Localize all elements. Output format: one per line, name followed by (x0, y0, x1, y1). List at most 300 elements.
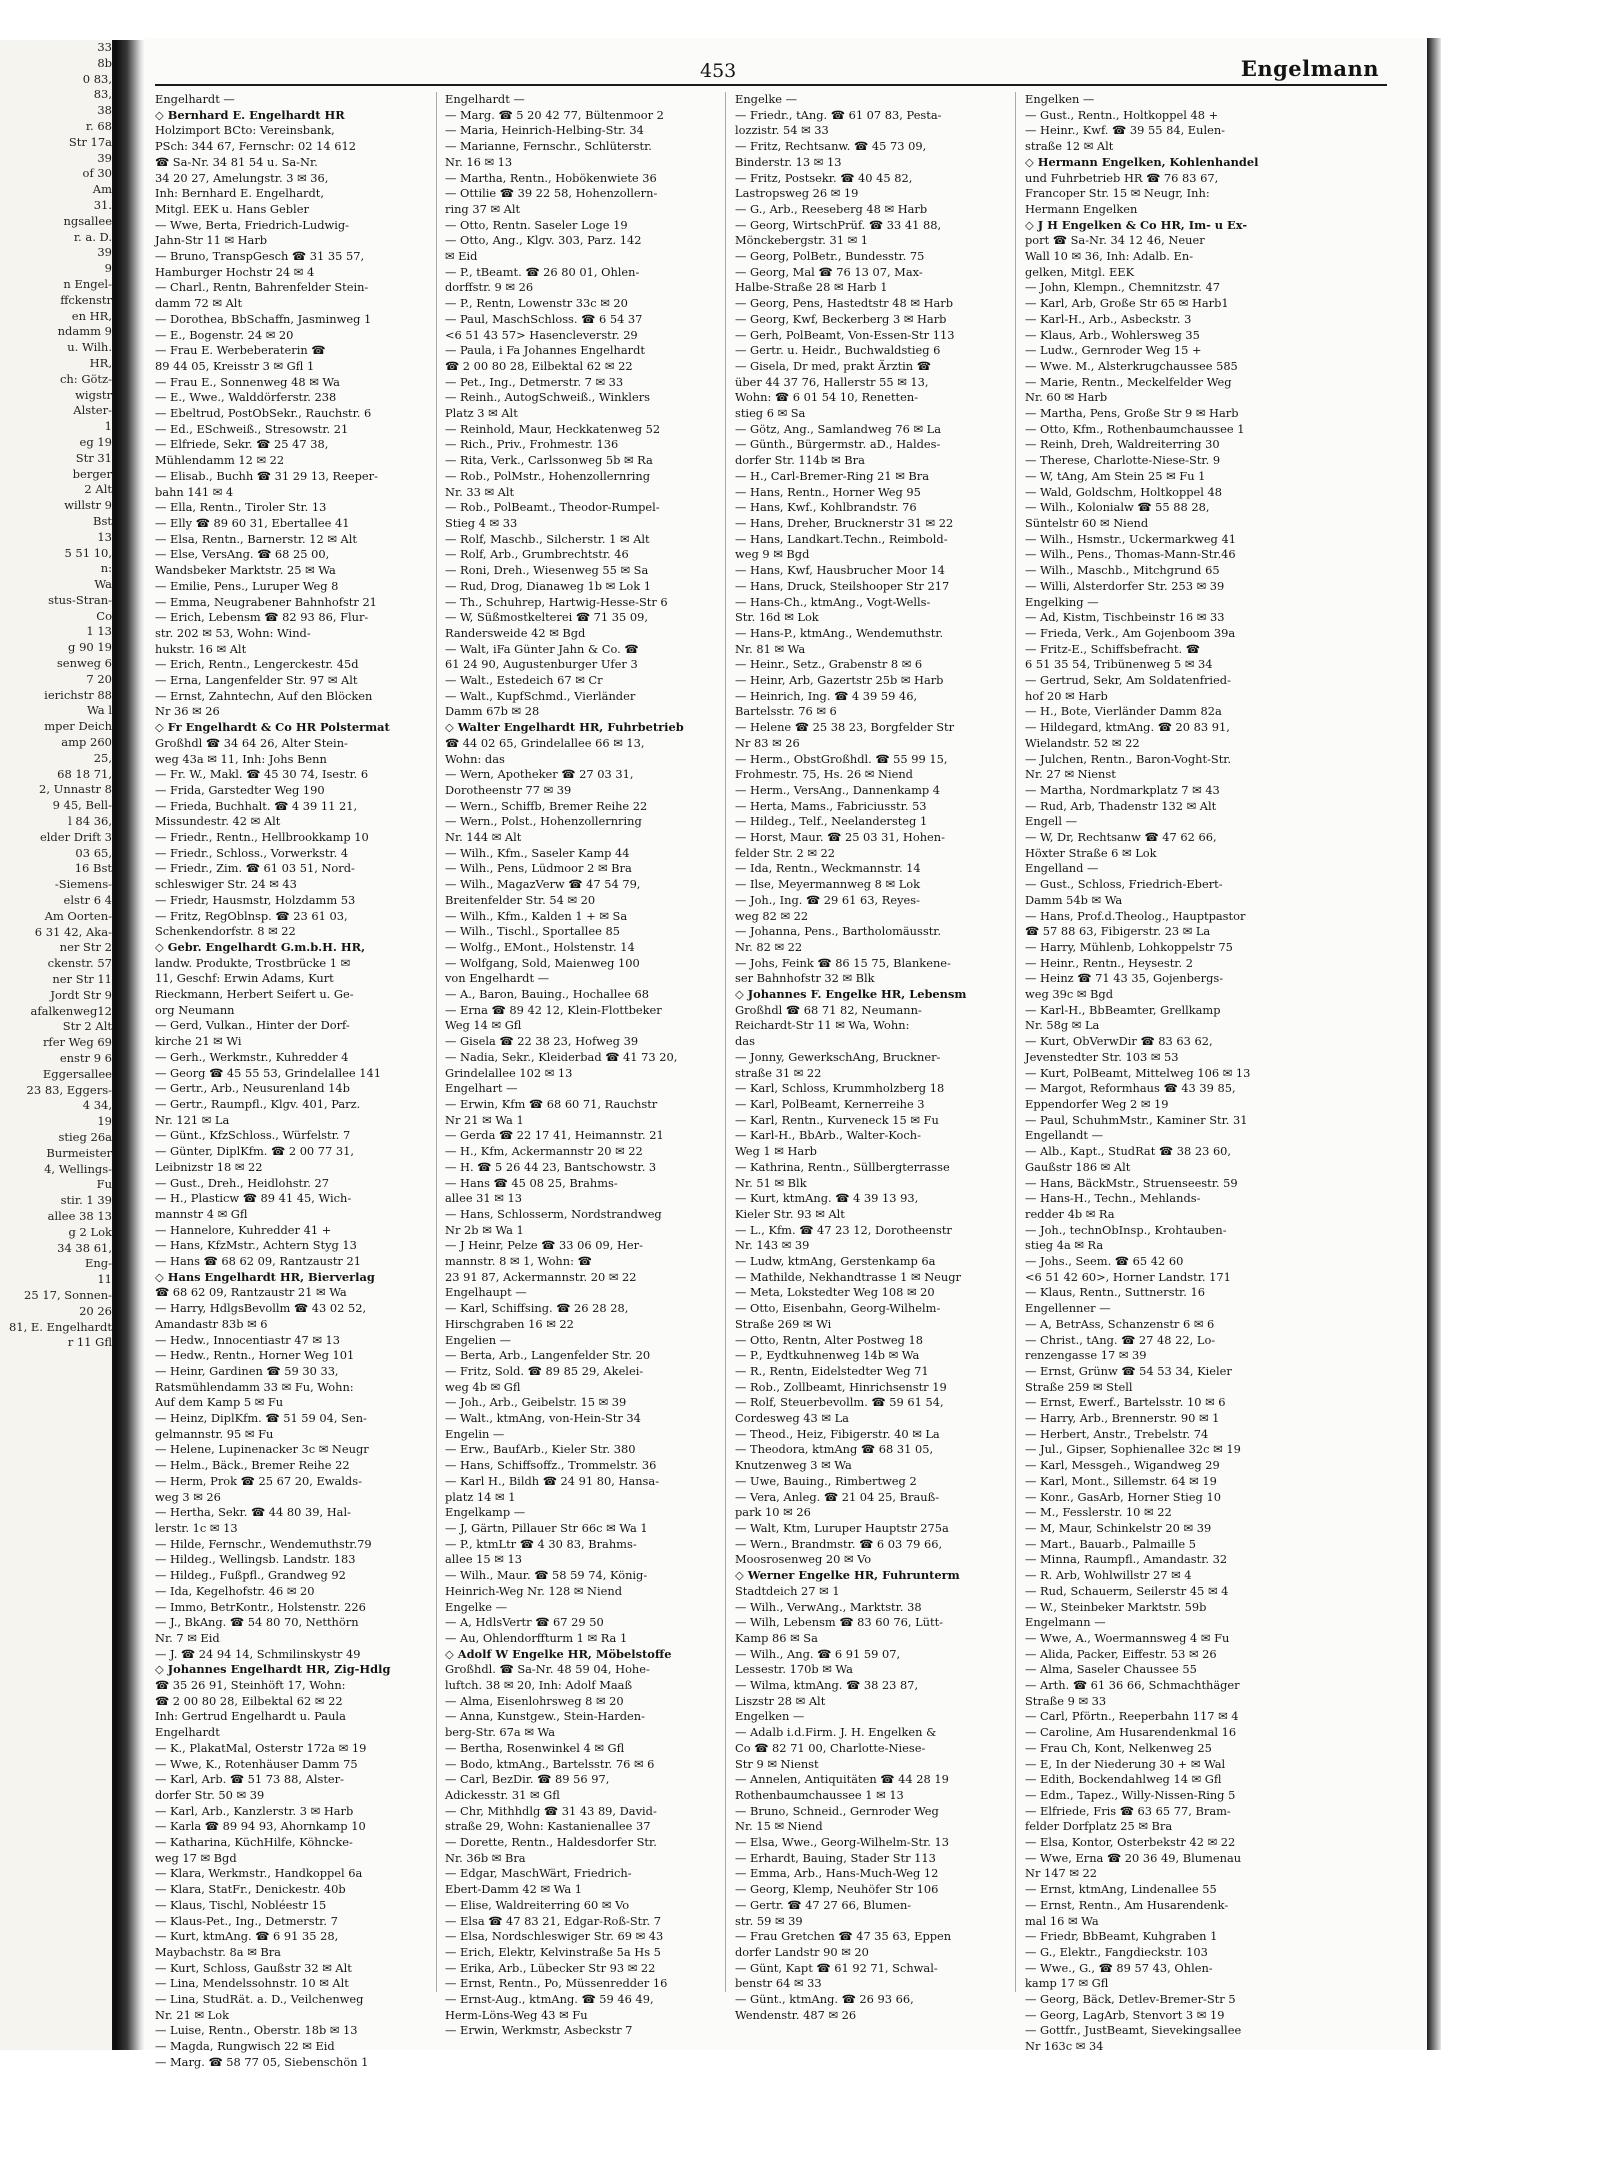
directory-entry-line: — Frau Gretchen ☎ 47 35 63, Eppen (735, 1929, 952, 1944)
directory-entry-line: ◇ Werner Engelke HR, Fuhrunterm (735, 1568, 960, 1583)
directory-entry-line: — Ernst, Rentn., Po, Müssenredder 16 (445, 1976, 668, 1991)
fragment-line: Eng- (84, 1256, 112, 1271)
directory-entry-line: dorfer Str. 50 ✉ 39 (155, 1787, 265, 1802)
directory-entry-line: — Edm., Tapez., Willy-Nissen-Ring 5 (1025, 1787, 1236, 1802)
directory-entry-line: Grindelallee 102 ✉ 13 (445, 1065, 573, 1080)
directory-entry-line: — Wilh., Ang. ☎ 6 91 59 07, (735, 1646, 901, 1661)
directory-entry-line: Wielandstr. 52 ✉ 22 (1025, 735, 1140, 750)
directory-entry-line: — Rob., Zollbeamt, Hinrichsenstr 19 (735, 1379, 947, 1394)
directory-entry-line: — Harry, Arb., Brennerstr. 90 ✉ 1 (1025, 1411, 1220, 1426)
directory-entry-line: kamp 17 ✉ Gfl (1025, 1976, 1109, 1991)
surname-heading: Engelken — (735, 1709, 805, 1724)
directory-entry-line: — Gerda ☎ 22 17 41, Heimannstr. 21 (445, 1128, 664, 1143)
directory-entry-line: ☎ 68 62 09, Rantzaustr 21 ✉ Wa (155, 1285, 347, 1300)
directory-entry-line: — Frau E. Werbeberaterin ☎ (155, 343, 326, 358)
fragment-line: -Siemens- (54, 877, 112, 892)
directory-entry-line: — Ed., ESchweiß., Stresowstr. 21 (155, 421, 349, 436)
directory-entry-line: — Gerd, Vulkan., Hinter der Dorf- (155, 1018, 350, 1033)
directory-entry-line: — Kathrina, Rentn., Süllbergterrasse (735, 1159, 950, 1174)
directory-entry-line: — Helene, Lupinenacker 3c ✉ Neugr (155, 1442, 369, 1457)
directory-entry-line: ☎ 2 00 80 28, Eilbektal 62 ✉ 22 (155, 1693, 343, 1708)
directory-entry-line: — Hildeg., Telf., Neelandersteg 1 (735, 814, 928, 829)
directory-entry-line: Straße 9 ✉ 33 (1025, 1693, 1107, 1708)
directory-entry-line: — Herm., ObstGroßhdl. ☎ 55 99 15, (735, 751, 948, 766)
directory-entry-line: — Erich, Elektr, Kelvinstraße 5a Hs 5 (445, 1944, 661, 1959)
directory-entry-line: — Johanna, Pens., Bartholomäusstr. (735, 924, 942, 939)
directory-entry-line: — Bodo, ktmAng., Bartelsstr. 76 ✉ 6 (445, 1756, 655, 1771)
fragment-line: 68 18 71, (57, 766, 112, 781)
directory-entry-line: — Frieda, Buchhalt. ☎ 4 39 11 21, (155, 798, 358, 813)
directory-entry-line: Nr. 81 ✉ Wa (735, 641, 806, 656)
directory-entry-line: Hermann Engelken (1025, 201, 1138, 216)
directory-entry-line: — Walt, Ktm, Luruper Hauptstr 275a (735, 1520, 949, 1535)
directory-entry-line: Straße 259 ✉ Stell (1025, 1379, 1133, 1394)
directory-entry-line: felder Str. 2 ✉ 22 (735, 845, 836, 860)
directory-entry-line: — Karl, Arb., Kanzlerstr. 3 ✉ Harb (155, 1803, 354, 1818)
fragment-line: Am (92, 182, 112, 197)
directory-entry-line: — Margot, Reformhaus ☎ 43 39 85, (1025, 1081, 1236, 1096)
directory-entry-line: — Wilh., Kolonialw ☎ 55 88 28, (1025, 500, 1210, 515)
directory-entry-line: Auf dem Kamp 5 ✉ Fu (155, 1395, 284, 1410)
directory-entry-line: — Ludw., Gernroder Weg 15 + (1025, 343, 1202, 358)
directory-entry-line: — Herta, Mams., Fabriciusstr. 53 (735, 798, 927, 813)
fragment-line: senweg 6 (56, 656, 112, 671)
directory-entry-line: — Wern., Brandmstr. ☎ 6 03 79 66, (735, 1536, 943, 1551)
directory-entry-line: 11, Geschf: Erwin Adams, Kurt (155, 971, 334, 986)
directory-entry-line: Stieg 4 ✉ 33 (445, 515, 518, 530)
directory-entry-line: — Ernst, Rentn., Am Husarendenk- (1025, 1897, 1229, 1912)
directory-entry-line: — Klaus, Tischl, Nobléestr 15 (155, 1897, 327, 1912)
directory-entry-line: mal 16 ✉ Wa (1025, 1913, 1099, 1928)
directory-entry-line: — Dorothea, BbSchaffn, Jasminweg 1 (155, 311, 372, 326)
directory-entry-line: — Erw., BaufArb., Kieler Str. 380 (445, 1442, 636, 1457)
directory-entry-line: — Bruno, Schneid., Gernroder Weg (735, 1803, 939, 1818)
directory-entry-line: gelmannstr. 95 ✉ Fu (155, 1426, 274, 1441)
directory-entry-line: — Wilh., Hsmstr., Uckermarkweg 41 (1025, 531, 1236, 546)
surname-heading: Engellenner — (1025, 1301, 1111, 1316)
directory-entry-line: — Hans, Kwf., Kohlbrandstr. 76 (735, 500, 917, 515)
directory-entry-line: Nr 36 ✉ 26 (155, 704, 220, 719)
fragment-line: Str 2 Alt (62, 1019, 112, 1034)
directory-entry-line: — J Heinr, Pelze ☎ 33 06 09, Her- (445, 1238, 643, 1253)
directory-entry-line: Rieckmann, Herbert Seifert u. Ge- (155, 987, 354, 1002)
directory-entry-line: — Vera, Anleg. ☎ 21 04 25, Brauß- (735, 1489, 940, 1504)
directory-entry-line: — Wwe, Erna ☎ 20 36 49, Blumenau (1025, 1850, 1242, 1865)
directory-entry-line: — Rolf, Maschb., Silcherstr. 1 ✉ Alt (445, 531, 650, 546)
directory-entry-line: Platz 3 ✉ Alt (445, 406, 518, 421)
directory-entry-line: — Hans, Landkart.Techn., Reimbold- (735, 531, 948, 546)
directory-entry-line: — Heinr, Arb, Gazertstr 25b ✉ Harb (735, 673, 944, 688)
directory-entry-line: — Hans, Kwf, Hausbrucher Moor 14 (735, 563, 945, 578)
directory-entry-line: allee 31 ✉ 13 (445, 1191, 522, 1206)
directory-entry-line: — Wolfgang, Sold, Maienweg 100 (445, 955, 640, 970)
surname-heading: Engelkamp — (445, 1505, 526, 1520)
fragment-line: 16 Bst (74, 861, 112, 876)
directory-entry-line: Nr. 144 ✉ Alt (445, 830, 522, 845)
directory-entry-line: — Minna, Raumpfl., Amandastr. 32 (1025, 1552, 1228, 1567)
directory-entry-line: mannstr 4 ✉ Gfl (155, 1206, 248, 1221)
directory-entry-line: — Alida, Packer, Eiffestr. 53 ✉ 26 (1025, 1646, 1217, 1661)
directory-entry-line: — Karl, PolBeamt, Kernerreihe 3 (735, 1097, 925, 1111)
directory-entry-line: — Hildeg., Wellingsb. Landstr. 183 (155, 1552, 356, 1567)
fragment-line: 11 (97, 1272, 112, 1287)
directory-entry-line: platz 14 ✉ 1 (445, 1489, 516, 1504)
directory-entry-line: — Erna ☎ 89 42 12, Klein-Flottbeker (445, 1002, 662, 1017)
directory-entry-line: — Günt., ktmAng. ☎ 26 93 66, (735, 1992, 914, 2007)
directory-entry-line: — Walt, iFa Günter Jahn & Co. ☎ (445, 641, 639, 656)
directory-entry-line: — A, BetrAss, Schanzenstr 6 ✉ 6 (1025, 1316, 1215, 1331)
directory-entry-line: Mitgl. EEK u. Hans Gebler (155, 201, 309, 216)
directory-entry-line: luftch. 38 ✉ 20, Inh: Adolf Maaß (445, 1678, 633, 1693)
directory-entry-line: — Hans-Ch., ktmAng., Vogt-Wells- (735, 594, 931, 609)
directory-entry-line: — Chr, Mithhdlg ☎ 31 43 89, David- (445, 1803, 657, 1818)
fragment-line: berger (72, 466, 112, 481)
directory-entry-line: — Alb., Kapt., StudRat ☎ 38 23 60, (1025, 1144, 1232, 1159)
directory-entry-line: Hamburger Hochstr 24 ✉ 4 (155, 264, 315, 279)
directory-entry-line: Eppendorfer Weg 2 ✉ 19 (1025, 1097, 1169, 1111)
directory-entry-line: — Hedw., Rentn., Horner Weg 101 (155, 1348, 355, 1363)
directory-entry-line: ◇ Hans Engelhardt HR, Bierverlag (155, 1269, 375, 1284)
directory-entry-line: Ebert-Damm 42 ✉ Wa 1 (445, 1882, 583, 1897)
directory-entry-line: — Hildegard, ktmAng. ☎ 20 83 91, (1025, 720, 1230, 735)
fragment-line: r. 68 (85, 118, 112, 133)
directory-entry-line: Heinrich-Weg Nr. 128 ✉ Niend (445, 1583, 623, 1598)
directory-entry-line: <6 51 43 57> Hasencleverstr. 29 (445, 327, 638, 342)
directory-entry-line: — Christ., tAng. ☎ 27 48 22, Lo- (1025, 1332, 1216, 1347)
directory-entry-line: weg 17 ✉ Bgd (155, 1850, 237, 1865)
directory-entry-line: — Wilh., VerwAng., Marktstr. 38 (735, 1599, 922, 1614)
directory-entry-line: — Ernst, Ewerf., Bartelsstr. 10 ✉ 6 (1025, 1395, 1226, 1410)
column-1 (155, 92, 427, 2069)
directory-entry-line: — Ad, Kistm, Tischbeinstr 16 ✉ 33 (1025, 610, 1225, 625)
directory-entry-line: — Martha, Rentn., Hobökenwiete 36 (445, 170, 657, 185)
directory-entry-line: — E., Wwe., Walddörferstr. 238 (155, 390, 337, 405)
directory-entry-line: Mühlendamm 12 ✉ 22 (155, 453, 285, 468)
directory-entry-line: — Hannelore, Kuhredder 41 + (155, 1222, 332, 1237)
directory-entry-line: Lessestr. 170b ✉ Wa (735, 1662, 853, 1677)
directory-entry-line: — Martha, Pens, Große Str 9 ✉ Harb (1025, 406, 1239, 421)
fragment-line: r 11 Gfl (67, 1335, 112, 1350)
directory-entry-line: — Otto, Rentn. Saseler Loge 19 (445, 217, 628, 232)
directory-entry-line: — Elfriede, Sekr. ☎ 25 47 38, (155, 437, 329, 452)
directory-entry-line: — G., Elektr., Fangdieckstr. 103 (1025, 1944, 1208, 1959)
directory-entry-line: — Wwe. M., Alsterkrugchaussee 585 (1025, 358, 1238, 373)
directory-entry-line: — Bertha, Rosenwinkel 4 ✉ Gfl (445, 1740, 625, 1755)
directory-entry-line: — R., Rentn, Eidelstedter Weg 71 (735, 1363, 929, 1378)
directory-entry-line: Nr. 121 ✉ La (155, 1112, 230, 1127)
fragment-line: HR, (89, 355, 112, 370)
directory-entry-line: — W, Süßmostkelterei ☎ 71 35 09, (445, 610, 649, 625)
directory-entry-line: — Fritz, RegOblnsp. ☎ 23 61 03, (155, 908, 348, 923)
directory-entry-line: — Georg, WirtschPrüf. ☎ 33 41 88, (735, 217, 942, 232)
directory-entry-line: — Rud, Schauerm, Seilerstr 45 ✉ 4 (1025, 1583, 1229, 1598)
directory-entry-line: — Götz, Ang., Samlandweg 76 ✉ La (735, 421, 941, 436)
fragment-line: 34 38 61, (57, 1240, 112, 1255)
directory-entry-line: — Karl, Schiffsing. ☎ 26 28 28, (445, 1301, 629, 1316)
directory-entry-line: Frohmestr. 75, Hs. 26 ✉ Niend (735, 767, 913, 782)
fragment-line: 4 34, (82, 1098, 112, 1113)
directory-entry-line: ◇ Johannes F. Engelke HR, Lebensm (735, 987, 967, 1002)
directory-entry-line: — Rob., PolMstr., Hohenzollernring (445, 468, 651, 483)
directory-entry-line: — Frau Ch, Kont, Nelkenweg 25 (1025, 1740, 1212, 1755)
directory-entry-line: — Hans-H., Techn., Mehlands- (1025, 1191, 1201, 1206)
directory-entry-line: — W., Steinbeker Marktstr. 59b (1025, 1599, 1207, 1614)
fragment-line: 25 17, Sonnen- (24, 1287, 112, 1302)
directory-entry-line: — Fritz-E., Schiffsbefracht. ☎ (1025, 641, 1200, 656)
directory-entry-line: — Georg, Klemp, Neuhöfer Str 106 (735, 1882, 939, 1897)
directory-entry-line: — Johs., Seem. ☎ 65 42 60 (1025, 1254, 1184, 1269)
directory-entry-line: allee 15 ✉ 13 (445, 1552, 522, 1567)
directory-entry-line: Herm-Löns-Weg 43 ✉ Fu (445, 2007, 588, 2022)
directory-entry-line: Nr. 58g ✉ La (1025, 1018, 1100, 1033)
directory-entry-line: — Frieda, Verk., Am Gojenboom 39a (1025, 625, 1236, 640)
directory-entry-line: — Herbert, Anstr., Trebelstr. 74 (1025, 1426, 1209, 1441)
directory-entry-line: Nr 83 ✉ 26 (735, 735, 800, 750)
fragment-line: 03 65, (75, 845, 112, 860)
directory-entry-line: weg 43a ✉ 11, Inh: Johs Benn (155, 751, 327, 766)
fragment-line: mper Deich (44, 719, 112, 734)
directory-entry-line: Nr 163c ✉ 34 (1025, 2039, 1104, 2054)
directory-entry-line: — Elisab., Buchh ☎ 31 29 13, Reeper- (155, 468, 378, 483)
fragment-line: Fu (96, 1177, 112, 1192)
directory-entry-line: — Walt., ktmAng, von-Hein-Str 34 (445, 1411, 641, 1426)
directory-entry-line: — Hedw., Innocentiastr 47 ✉ 13 (155, 1332, 340, 1347)
directory-entry-line: — Wilh., Kfm., Saseler Kamp 44 (445, 845, 630, 860)
directory-entry-line: — Charl., Rentn, Bahrenfelder Stein- (155, 280, 369, 295)
directory-entry-line: weg 4b ✉ Gfl (445, 1379, 521, 1394)
directory-entry-line: 89 44 05, Kreisstr 3 ✉ Gfl 1 (155, 358, 315, 373)
directory-entry-line: — Wwe, Berta, Friedrich-Ludwig- (155, 217, 350, 232)
book-gutter (115, 40, 145, 2050)
directory-entry-line: Höxter Straße 6 ✉ Lok (1025, 845, 1157, 860)
directory-entry-line: — Hans, Schlosserm, Nordstrandweg (445, 1206, 662, 1221)
directory-entry-line: — Wilh., Tischl., Sportallee 85 (445, 924, 620, 939)
directory-entry-line: — Pet., Ing., Detmerstr. 7 ✉ 33 (445, 374, 624, 389)
directory-entry-line: — Otto, Ang., Klgv. 303, Parz. 142 (445, 233, 642, 248)
fragment-line: 38 (97, 103, 112, 118)
fragment-line: stus-Stran- (48, 592, 112, 607)
directory-entry-line: — Karl, Mont., Sillemstr. 64 ✉ 19 (1025, 1473, 1217, 1488)
fragment-line: Eggersallee (42, 1066, 112, 1081)
directory-entry-line: Kamp 86 ✉ Sa (735, 1630, 818, 1645)
directory-entry-line: — Reinh, Dreh, Waldreiterring 30 (1025, 437, 1220, 452)
directory-entry-line: — Karl, Arb. ☎ 51 73 88, Alster- (155, 1772, 344, 1787)
directory-entry-line: Adickesstr. 31 ✉ Gfl (445, 1787, 560, 1802)
directory-entry-line: — Wald, Goldschm, Holtkoppel 48 (1025, 484, 1223, 499)
surname-heading: Engelhart — (445, 1081, 518, 1096)
directory-entry-line: dorfer Str. 114b ✉ Bra (735, 453, 865, 468)
directory-entry-line: dorfer Landstr 90 ✉ 20 (735, 1944, 869, 1959)
directory-entry-line: — Ernst, ktmAng, Lindenallee 55 (1025, 1882, 1217, 1897)
directory-entry-line: — K., PlakatMal, Osterstr 172a ✉ 19 (155, 1740, 367, 1755)
directory-page (145, 38, 1427, 2069)
directory-entry-line: — Else, VersAng. ☎ 68 25 00, (155, 547, 330, 562)
directory-entry-line: — Karl, Rentn., Kurveneck 15 ✉ Fu (735, 1112, 939, 1127)
directory-entry-line: — Hans, Druck, Steilshooper Str 217 (735, 578, 950, 593)
fragment-line: 6 31 42, Aka- (34, 924, 112, 939)
directory-entry-line: Amandastr 83b ✉ 6 (155, 1316, 268, 1331)
directory-entry-line: Ratsmühlendamm 33 ✉ Fu, Wohn: (155, 1379, 354, 1394)
fragment-line: amp 260 (61, 735, 112, 750)
directory-entry-line: — Martha, Nordmarkplatz 7 ✉ 43 (1025, 782, 1220, 797)
fragment-line: 39 (97, 245, 112, 260)
directory-entry-line: — Reinhold, Maur, Heckkatenweg 52 (445, 421, 661, 436)
directory-entry-line: — Ilse, Meyermannweg 8 ✉ Lok (735, 877, 921, 892)
directory-entry-line: — Joh., Arb., Geibelstr. 15 ✉ 39 (445, 1395, 627, 1410)
directory-entry-line: — Gust., Rentn., Holtkoppel 48 + (1025, 107, 1219, 122)
column-4 (1025, 92, 1297, 2054)
directory-entry-line: dorffstr. 9 ✉ 26 (445, 280, 534, 295)
surname-heading: Engelland — (1025, 861, 1099, 876)
directory-entry-line: — Rob., PolBeamt., Theodor-Rumpel- (445, 500, 660, 515)
directory-entry-line: — Rud, Drog, Dianaweg 1b ✉ Lok 1 (445, 578, 652, 593)
directory-entry-line: — Frau E., Sonnenweg 48 ✉ Wa (155, 374, 340, 389)
fragment-line: Jordt Str 9 (50, 987, 112, 1002)
fragment-line: 5 51 10, (64, 545, 112, 560)
directory-entry-line: — Nadia, Sekr., Kleiderbad ☎ 41 73 20, (445, 1049, 678, 1064)
directory-entry-line: — A, HdlsVertr ☎ 67 29 50 (445, 1615, 604, 1630)
directory-entry-line: — Wilh., Kfm., Kalden 1 + ✉ Sa (445, 908, 628, 923)
directory-entry-line: — Ebeltrud, PostObSekr., Rauchstr. 6 (155, 406, 372, 421)
directory-entry-line: — M., Fesslerstr. 10 ✉ 22 (1025, 1505, 1172, 1520)
directory-entry-line: berg-Str. 67a ✉ Wa (445, 1725, 556, 1740)
fragment-line: Wa (94, 577, 112, 592)
column-divider (725, 92, 726, 1992)
fragment-line: enstr 9 6 (59, 1051, 112, 1065)
directory-entry-line: Knutzenweg 3 ✉ Wa (735, 1458, 852, 1473)
directory-entry-line: stieg 6 ✉ Sa (735, 406, 806, 421)
directory-entry-line: Nr 147 ✉ 22 (1025, 1866, 1098, 1881)
directory-entry-line: ser Bahnhofstr 32 ✉ Blk (735, 971, 875, 986)
directory-entry-line: — Otto, Rentn, Alter Postweg 18 (735, 1332, 924, 1347)
directory-entry-line: Dorotheenstr 77 ✉ 39 (445, 782, 572, 797)
directory-entry-line: Nr. 60 ✉ Harb (1025, 390, 1108, 405)
directory-entry-line: — Heinr., Kwf. ☎ 39 55 84, Eulen- (1025, 123, 1226, 138)
directory-entry-line: — Mart., Bauarb., Palmaille 5 (1025, 1536, 1196, 1551)
directory-entry-line: PSch: 344 67, Fernschr: 02 14 612 (155, 139, 356, 154)
directory-entry-line: straße 29, Wohn: Kastanienallee 37 (445, 1819, 651, 1834)
surname-heading: Engelke — (735, 92, 797, 106)
directory-entry-line: — E., Bogenstr. 24 ✉ 20 (155, 327, 294, 342)
directory-entry-line: — Bruno, TranspGesch ☎ 31 35 57, (155, 249, 365, 264)
fragment-line: en HR, (71, 308, 112, 323)
directory-entry-line: — Emma, Neugrabener Bahnhofstr 21 (155, 594, 377, 609)
directory-entry-line: — Gust., Dreh., Heidlohstr. 27 (155, 1175, 330, 1190)
directory-entry-line: port ☎ Sa-Nr. 34 12 46, Neuer (1025, 233, 1205, 248)
directory-entry-line: — E, In der Niederung 30 + ✉ Wal (1025, 1756, 1226, 1771)
directory-entry-line: Jevenstedter Str. 103 ✉ 53 (1025, 1049, 1179, 1064)
directory-entry-line: — Gerh, PolBeamt, Von-Essen-Str 113 (735, 327, 955, 342)
fragment-line: Co (96, 608, 112, 623)
directory-entry-line: — Jul., Gipser, Sophienallee 32c ✉ 19 (1025, 1442, 1241, 1457)
surname-heading: Engellandt — (1025, 1128, 1103, 1143)
fragment-line: 9 (104, 261, 112, 276)
directory-entry-line: — Elly ☎ 89 60 31, Ebertallee 41 (155, 515, 350, 530)
directory-entry-line: — Hans-P., ktmAng., Wendemuthstr. (735, 625, 944, 640)
directory-entry-line: — Günth., Bürgermstr. aD., Haldes- (735, 437, 941, 452)
directory-entry-line: landw. Produkte, Trostbrücke 1 ✉ (155, 955, 351, 970)
directory-entry-line: — Kurt, Schloss, Gaußstr 32 ✉ Alt (155, 1960, 352, 1975)
fragment-line: ner Str 11 (52, 972, 112, 987)
directory-entry-line: Damm 67b ✉ 28 (445, 704, 540, 719)
directory-entry-line: ◇ Adolf W Engelke HR, Möbelstoffe (445, 1646, 672, 1661)
directory-entry-line: — Günter, DiplKfm. ☎ 2 00 77 31, (155, 1144, 355, 1159)
directory-entry-line: — Ernst-Aug., ktmAng. ☎ 59 46 49, (445, 1992, 654, 2007)
directory-entry-line: — Karl, Schloss, Krummholzberg 18 (735, 1081, 945, 1096)
directory-entry-line: benstr 64 ✉ 33 (735, 1976, 822, 1991)
directory-entry-line: — Elsa, Kontor, Osterbekstr 42 ✉ 22 (1025, 1835, 1236, 1850)
directory-entry-line: — Gertr., Raumpfl., Klgv. 401, Parz. (155, 1097, 361, 1111)
directory-entry-line: Wohn: ☎ 6 01 54 10, Renetten- (735, 390, 919, 405)
fragment-line: 8b (97, 55, 112, 70)
page-edge-shadow (1427, 38, 1441, 2050)
directory-entry-line: das (735, 1034, 755, 1049)
directory-entry-line: Inh: Bernhard E. Engelhardt, (155, 186, 324, 201)
directory-entry-line: — Heinr., Setz., Grabenstr 8 ✉ 6 (735, 657, 923, 672)
directory-entry-line: Lastropsweg 26 ✉ 19 (735, 186, 859, 201)
directory-entry-line: — Günt., KfzSchloss., Würfelstr. 7 (155, 1128, 351, 1143)
directory-entry-line: — Harry, Mühlenb, Lohkoppelstr 75 (1025, 939, 1233, 954)
directory-entry-line: — Hans ☎ 45 08 25, Brahms- (445, 1175, 618, 1190)
directory-entry-line: — Arth. ☎ 61 36 66, Schmachthäger (1025, 1678, 1240, 1693)
directory-entry-line: — Annelen, Antiquitäten ☎ 44 28 19 (735, 1772, 949, 1787)
surname-heading: Engelin — (445, 1426, 505, 1441)
directory-entry-line: mannstr. 8 ✉ 1, Wohn: ☎ (445, 1254, 592, 1269)
fragment-line: Am Oorten- (44, 908, 112, 923)
directory-entry-line: — Fritz, Sold. ☎ 89 85 29, Akelei- (445, 1363, 644, 1378)
fragment-line: g 2 Lok (68, 1224, 112, 1239)
fragment-line: Burmeister (46, 1145, 112, 1160)
directory-entry-line: 6 51 35 54, Tribünenweg 5 ✉ 34 (1025, 657, 1213, 672)
directory-entry-line: — P., Rentn, Lowenstr 33c ✉ 20 (445, 296, 628, 311)
directory-entry-line: ☎ 35 26 91, Steinhöft 17, Wohn: (155, 1678, 346, 1693)
surname-heading: Engelhaupt — (445, 1285, 527, 1300)
directory-entry-line: — Caroline, Am Husarendenkmal 16 (1025, 1725, 1237, 1740)
directory-entry-line: — Georg, Bäck, Detlev-Bremer-Str 5 (1025, 1992, 1236, 2007)
fragment-line: ngsallee (63, 213, 112, 228)
fragment-line: wigstr (75, 387, 112, 402)
directory-entry-line: Randersweide 42 ✉ Bgd (445, 625, 586, 640)
directory-entry-line: — Wilma, ktmAng. ☎ 38 23 87, (735, 1678, 919, 1693)
directory-entry-line: — Herm, Prok ☎ 25 67 20, Ewalds- (155, 1473, 362, 1488)
directory-entry-line: — Horst, Maur. ☎ 25 03 31, Hohen- (735, 830, 945, 845)
directory-entry-line: — Lina, Mendelssohnstr. 10 ✉ Alt (155, 1976, 349, 1991)
directory-entry-line: — Alma, Saseler Chaussee 55 (1025, 1662, 1197, 1677)
directory-entry-line: — Hans, Schiffsoffz., Trommelstr. 36 (445, 1458, 657, 1473)
directory-entry-line: — Willi, Alsterdorfer Str. 253 ✉ 39 (1025, 578, 1225, 593)
directory-entry-line: — Konr., GasArb, Horner Stieg 10 (1025, 1489, 1221, 1504)
directory-entry-line: — A., Baron, Bauing., Hochallee 68 (445, 987, 649, 1002)
directory-entry-line: — Klaus, Arb., Wohlersweg 35 (1025, 327, 1200, 342)
directory-entry-line: Breitenfelder Str. 54 ✉ 20 (445, 892, 596, 907)
directory-entry-line: — Karl-H., BbBeamter, Grellkamp (1025, 1002, 1221, 1017)
directory-entry-line: Nr 21 ✉ Wa 1 (445, 1112, 524, 1127)
directory-entry-line: — W, tAng, Am Stein 25 ✉ Fu 1 (1025, 468, 1206, 483)
directory-entry-line: — Wern, Apotheker ☎ 27 03 31, (445, 767, 634, 782)
directory-entry-line: — Georg ☎ 45 55 53, Grindelallee 141 (155, 1065, 381, 1080)
directory-entry-line: Halbe-Straße 28 ✉ Harb 1 (735, 280, 888, 295)
directory-entry-line: — Magda, Rungwisch 22 ✉ Eid (155, 2039, 335, 2054)
directory-entry-line: — W, Dr, Rechtsanw ☎ 47 62 66, (1025, 830, 1217, 845)
fragment-line: ndamm 9 (57, 324, 112, 339)
directory-entry-line: — Gertr. ☎ 47 27 66, Blumen- (735, 1897, 912, 1912)
directory-entry-line: — Rich., Priv., Frohmestr. 136 (445, 437, 619, 452)
column-divider (1015, 92, 1016, 1992)
directory-entry-line: Stadtdeich 27 ✉ 1 (735, 1583, 840, 1598)
directory-entry-line: — Erwin, Werkmstr, Asbeckstr 7 (445, 2023, 633, 2038)
directory-entry-line: Großhdl ☎ 68 71 82, Neumann- (735, 1002, 922, 1017)
directory-entry-line: — Theod., Heiz, Fibigerstr. 40 ✉ La (735, 1426, 940, 1441)
